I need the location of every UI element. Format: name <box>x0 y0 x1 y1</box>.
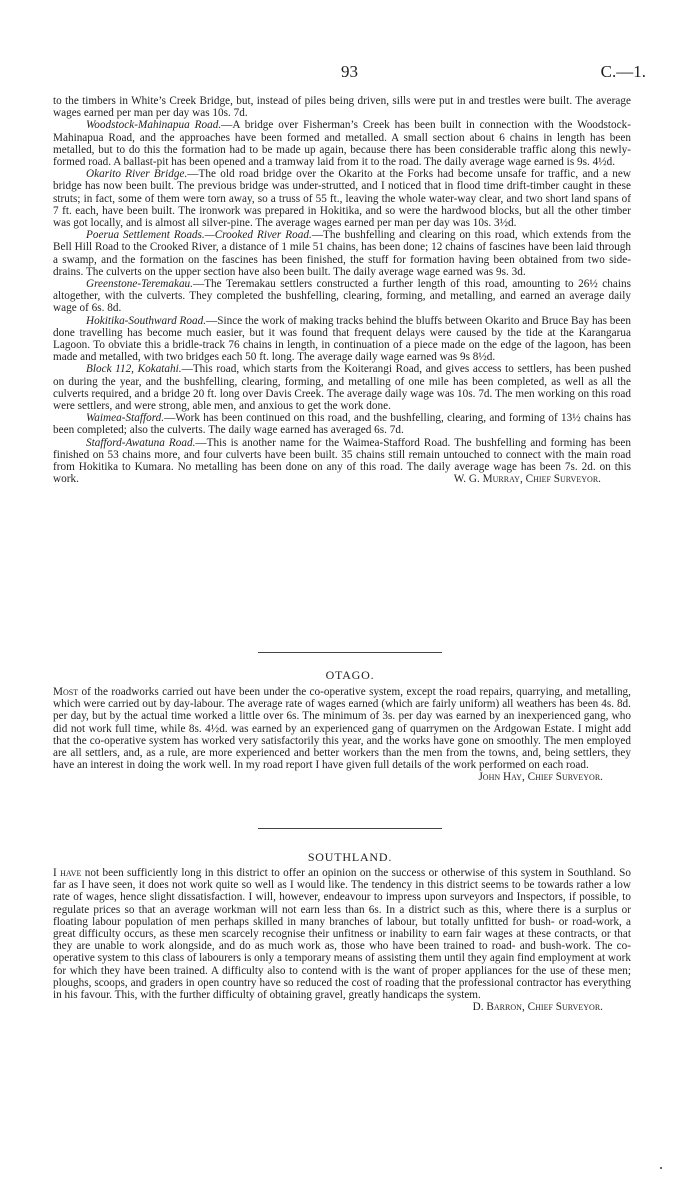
section-heading-southland: SOUTHLAND. <box>307 850 393 864</box>
print-mark <box>660 1167 662 1169</box>
paragraph-otago: Most of the roadworks carried out have been under the co-operative system, except the road repairs, quarrying, and metalling, which were carried out by day-labour. The average rate of wages earned (which are fairly uniform) all weathers has been 4s. 8d. per day, but by the actual time worked a little over 6s. The minimum of 3s. per day was earned by an inexperienced gang, who did not work full time, while 8s. 4½d. was earned by an experienced gang of quarrymen on the Ardgowan Estate. I might add that the co-operative system has worked very satisfactorily this year, and the works have gone on smoothly. The men employed are all settlers, and, as a rule, are more experienced and better workers than the men from the towns, and, being settlers, they have an interest in doing the work well. In my road report I have given full details of the work performed on each road. John Hay, Chief Surveyor. <box>53 686 631 784</box>
otago-section <box>53 686 631 784</box>
section-heading-otago: OTAGO. <box>325 668 375 682</box>
paragraph-poerua: Poerua Settlement Roads.—Crooked River Road.—The bushfelling and clearing on this road, which extends from the Bell Hill Road to the Crooked River, a distance of 1 mile 51 chains, has been done; 12 chains of fascines have been laid through a swamp, and the formation on the fascines has been finished, the stuff for formation having been obtained from two side-drains. The culverts on the upper section have also been built. The daily average wage earned was 9s. 3d. <box>53 229 632 278</box>
paragraph-stafford-awatuna: Stafford-Awatuna Road.—This is another name for the Waimea-Stafford Road. The bushfelling and forming has been finished on 53 chains more, and four culverts have been built. 35 chains still remain untouched to connect with the main road from Hokitika to Kumara. No metalling has been done on any of this road. The daily average wage has been 7s. 2d. on this work. W. G. Murray, Chief Surveyor. <box>53 436 631 486</box>
paragraph-hokitika-southward: Hokitika-Southward Road.—Since the work of making tracks behind the bluffs between Okarito and Bruce Bay has been done travelling has become much easier, but it was found that frequent delays were caused by the tide at the Karangarua Lagoon. To obviate this a bridle-track 76 chains in length, in continuation of a piece made on the edge of the lagoon, has been made and metalled, with two bridges each 50 ft. long. The average daily wage earned was 9s 8½d. <box>53 314 631 364</box>
section-divider <box>258 652 442 653</box>
lead-word: I have <box>53 867 82 879</box>
signature-murray: W. G. Murray, Chief Surveyor. <box>453 473 601 486</box>
lead-word: Most <box>53 686 79 698</box>
paragraph-southland: I have not been sufficiently long in this district to offer an opinion on the success or otherwise of this system in Southland. So far as I have seen, it does not work quite so well as I would like. The tendency in this district seems to be towards rather a low rate of wages, hence slight dissatisfaction. I will, however, endeavour to impress upon surveyors and Inspectors, if possible, to regulate prices so that an average workman will not earn less than 6s. In a district such as this, where there is a surplus or floating labour population of men perhaps skilled in many branches of labour, but totally unfitted for bush- or road-work, a great difficulty occurs, as these men scarcely recognise their unfitness or inability to earn fair wages at these contracts, or that they are unable to work alongside, and do as much work as, those who have been trained to road- and bush-work. The co-operative system to this class of labourers is only a temporary means of assisting them until they again find employment at work for which they have been trained. A difficulty also to contend with is the want of proper appliances for the use of these men; ploughs, scoops, and graders in open country have so reduced the cost of roading that the professional contractor has everything in his favour. This, with the further difficulty of obtaining gravel, greatly handicaps the system. D. Barron, Chief Surveyor. <box>53 867 631 1014</box>
page-header <box>0 62 700 84</box>
road-heading: Waimea-Stafford. <box>86 412 165 425</box>
paper-reference: C.—1. <box>600 62 646 81</box>
section-divider <box>258 828 442 829</box>
paragraph-waimea-stafford: Waimea-Stafford.—Work has been continued on this road, and the bushfelling, clearing, and forming of 13½ chains has been completed; also the culverts. The daily wage earned has averaged 6s. 7d. <box>53 412 631 437</box>
signature-barron: D. Barron, Chief Surveyor. <box>472 1001 603 1014</box>
road-heading: Okarito River Bridge. <box>86 168 188 181</box>
road-heading: Woodstock-Mahinapua Road. <box>86 119 222 132</box>
road-heading: Greenstone-Teremakau. <box>86 278 193 291</box>
road-heading: Hokitika-Southward Road. <box>86 314 207 327</box>
page-number: 93 <box>341 62 358 81</box>
signature-hay: John Hay, Chief Surveyor. <box>478 771 603 784</box>
paragraph-okarito: Okarito River Bridge.—The old road bridge over the Okarito at the Forks had become unsafe for traffic, and a new bridge has now been built. The previous bridge was under-strutted, and I noticed that in flood time drift-timber caught in these struts; in fact, some of them were torn away, so a truss of 55 ft., leaving the whole water-way clear, and two short land spans of 7 ft. each, have been built. The ironwork was prepared in Hokitika, and so were the hardwood blocks, but all the other timber was got locally, and is almost all silver-pine. The average wages earned per man per day was 10s. 3½d. <box>53 168 631 230</box>
paragraph-continued: to the timbers in White’s Creek Bridge, but, instead of piles being driven, sills were put in and trestles were built. The average wages earned per man per day was 10s. 7d. <box>53 95 631 120</box>
paragraph-block-112: Block 112, Kokatahi.—This road, which starts from the Koiterangi Road, and gives access to settlers, has been pushed on during the year, and the bushfelling, clearing, forming, and metalling of one mile has been completed, as well as all the culverts required, and a bridge 20 ft. long over Davis Creek. The average daily wage was 10s. 7d. The men working on this road were settlers, and were strong, able men, and anxious to get the work done. <box>53 363 631 413</box>
southland-section <box>53 867 631 1013</box>
road-heading: Stafford-Awatuna Road. <box>86 436 196 449</box>
road-heading: Poerua Settlement Roads.—Crooked River Road. <box>86 229 312 242</box>
westland-section <box>53 95 631 486</box>
paragraph-woodstock: Woodstock-Mahinapua Road.—A bridge over Fisherman’s Creek has been built in connection with the Woodstock-Mahinapua Road, and the approaches have been formed and metalled. A small section about 6 chains in length has been metalled, but to do this the formation had to be made up again, because there has been considerable traffic along this newly-formed road. A ballast-pit has been opened and a tramway laid from it to the road. The daily average wage earned is 9s. 4½d. <box>53 119 631 169</box>
paragraph-greenstone: Greenstone-Teremakau.—The Teremakau settlers constructed a further length of this road, amounting to 26½ chains altogether, with the culverts. They completed the bushfelling, clearing, forming, and metalling, and earned an average daily wage of 6s. 8d. <box>53 278 631 315</box>
road-heading: Block 112, Kokatahi. <box>86 363 182 376</box>
